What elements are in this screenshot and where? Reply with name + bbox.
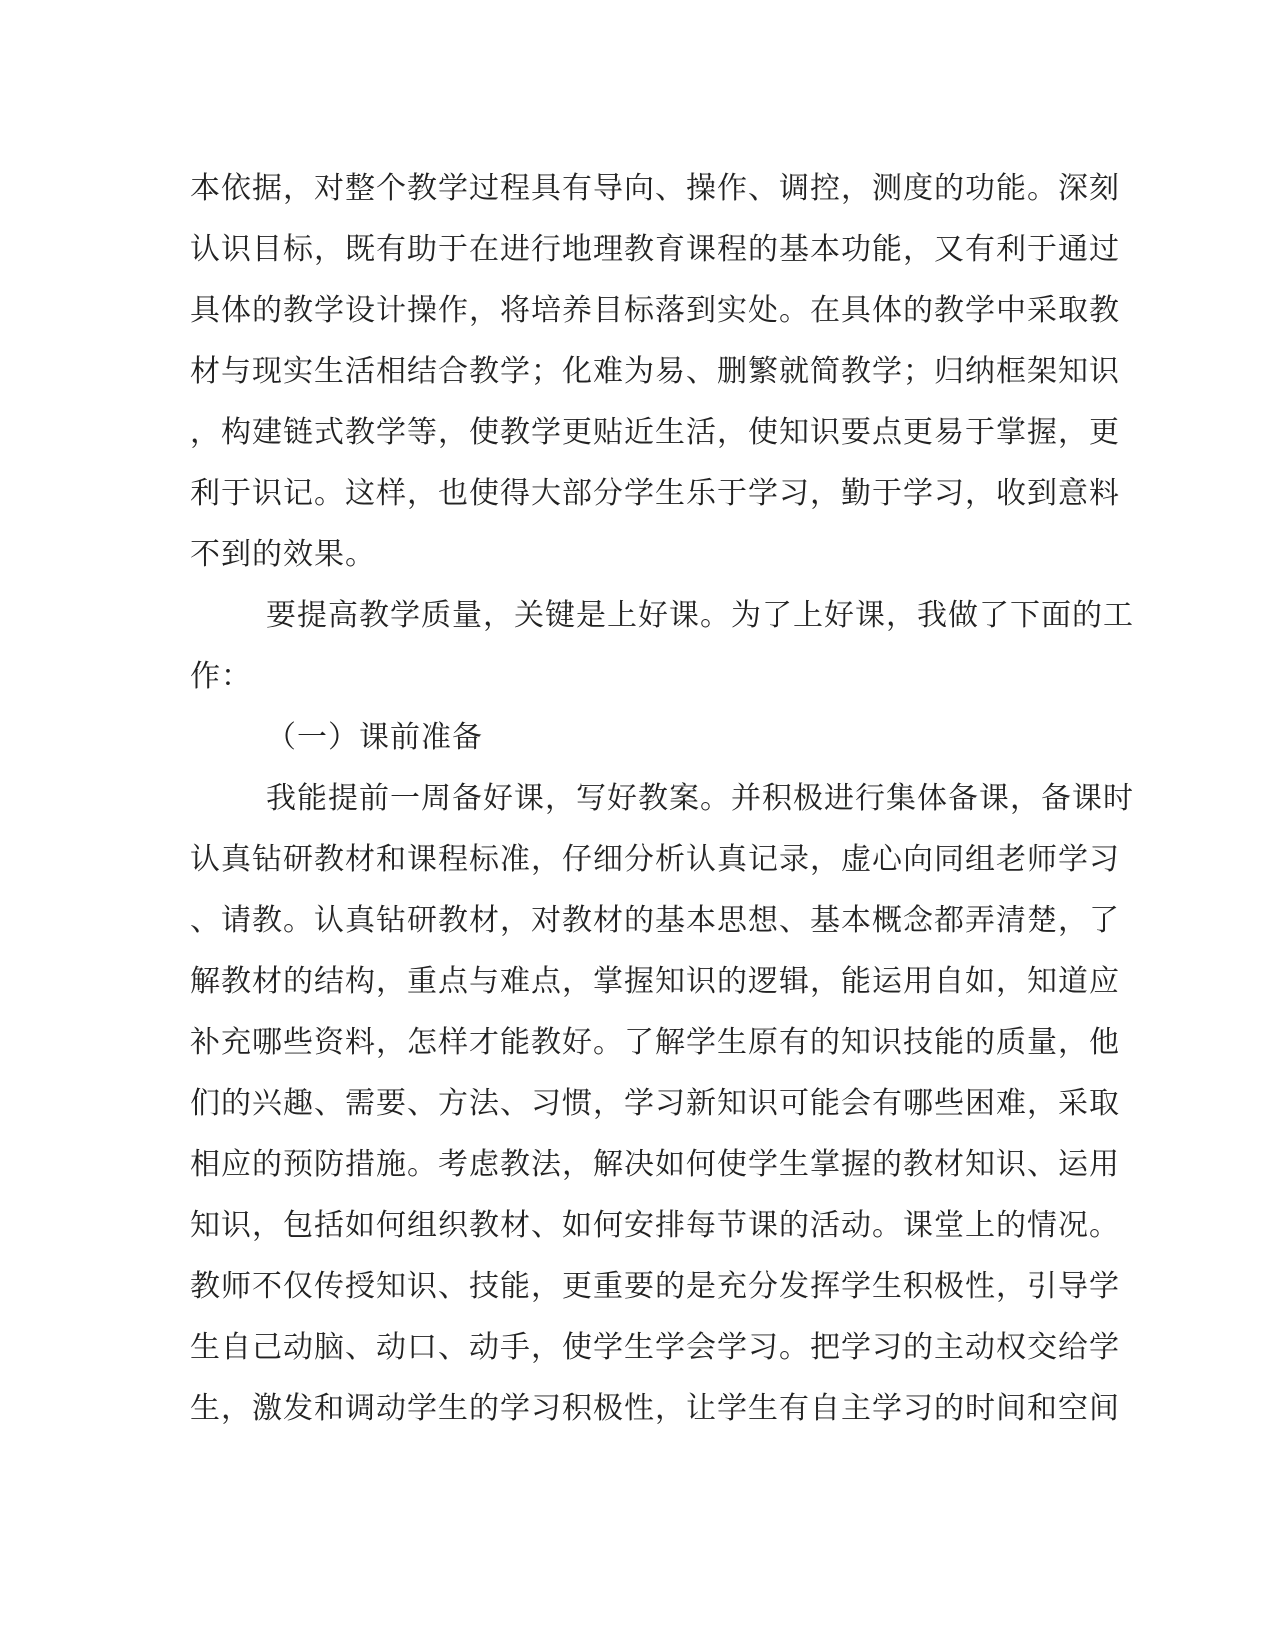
text-line: 生自己动脑、动口、动手，使学生学会学习。把学习的主动权交给学: [190, 1330, 1120, 1365]
paragraph-first-line: 我能提前一周备好课，写好教案。并积极进行集体备课，备课时: [266, 781, 1134, 816]
text-line: 们的兴趣、需要、方法、习惯，学习新知识可能会有哪些困难，采取: [190, 1086, 1120, 1121]
text-line: 作：: [190, 659, 252, 694]
text-line: 知识，包括如何组织教材、如何安排每节课的活动。课堂上的情况。: [190, 1208, 1120, 1243]
text-line: ，构建链式教学等，使教学更贴近生活，使知识要点更易于掌握，更: [190, 415, 1120, 450]
body-text: [190, 158, 1134, 1439]
paragraph-first-line: 要提高教学质量，关键是上好课。为了上好课，我做了下面的工: [266, 598, 1134, 633]
text-line: 生，激发和调动学生的学习积极性，让学生有自主学习的时间和空间: [190, 1391, 1120, 1426]
text-line: 、请教。认真钻研教材，对教材的基本思想、基本概念都弄清楚，了: [190, 903, 1120, 938]
text-line: 认真钻研教材和课程标准，仔细分析认真记录，虚心向同组老师学习: [190, 842, 1120, 877]
text-line: 认识目标，既有助于在进行地理教育课程的基本功能，又有利于通过: [190, 232, 1120, 267]
text-line: 相应的预防措施。考虑教法，解决如何使学生掌握的教材知识、运用: [190, 1147, 1120, 1182]
section-heading: （一）课前准备: [266, 720, 483, 755]
text-line: 本依据，对整个教学过程具有导向、操作、调控，测度的功能。深刻: [190, 171, 1120, 206]
text-line: 补充哪些资料，怎样才能教好。了解学生原有的知识技能的质量，他: [190, 1025, 1120, 1060]
text-line: 材与现实生活相结合教学；化难为易、删繁就简教学；归纳框架知识: [190, 354, 1120, 389]
text-line: 具体的教学设计操作，将培养目标落到实处。在具体的教学中采取教: [190, 293, 1120, 328]
text-line: 解教材的结构，重点与难点，掌握知识的逻辑，能运用自如，知道应: [190, 964, 1120, 999]
text-line: 教师不仅传授知识、技能，更重要的是充分发挥学生积极性，引导学: [190, 1269, 1120, 1304]
text-line: 不到的效果。: [190, 537, 376, 572]
text-line: 利于识记。这样，也使得大部分学生乐于学习，勤于学习，收到意料: [190, 476, 1120, 511]
